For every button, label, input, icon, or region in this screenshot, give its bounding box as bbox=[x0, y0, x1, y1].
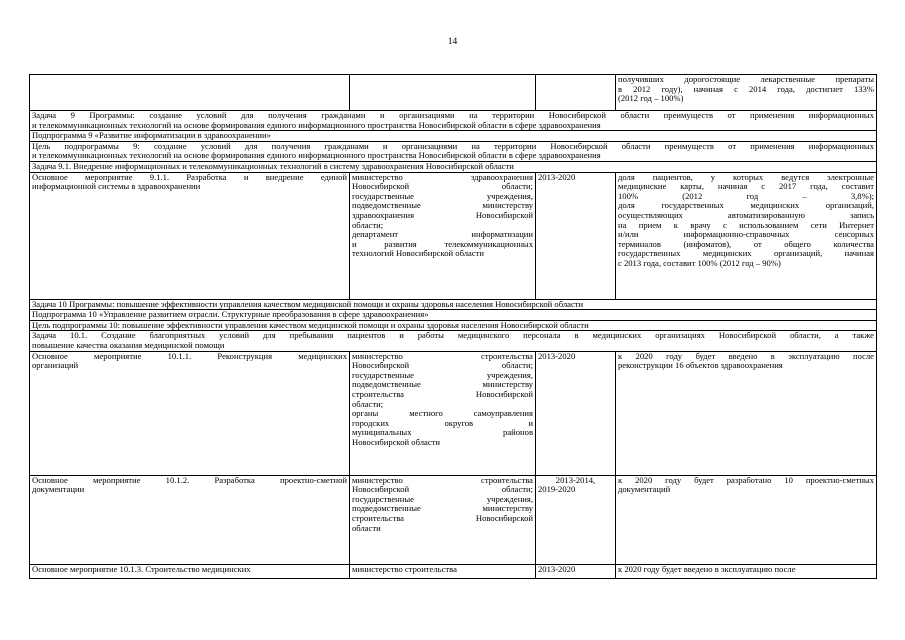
text-line: Основное мероприятие 9.1.1. Разработка и внедрение единой bbox=[32, 172, 347, 182]
text-line: к 2020 году будет разработано 10 проектно-сметных bbox=[618, 475, 874, 485]
activity-cell bbox=[30, 172, 350, 299]
text-line: Цель подпрограммы 10: повышение эффективности управления качеством медицинской помощи и охраны здоровья населения Новосибирской области bbox=[32, 320, 589, 330]
text-line: и/или информационно-справочных сенсорных bbox=[618, 229, 874, 240]
period-cell bbox=[536, 475, 616, 564]
section-heading-cell bbox=[30, 141, 877, 161]
text-line: Задача 9 Программы: создание условий для получения гражданами и организациями на территории Новосибирской области преимуществ от применения информационных bbox=[32, 110, 874, 120]
result-cell bbox=[616, 475, 877, 564]
text-line: на прием к врачу с использованием сети Интернет bbox=[618, 219, 874, 230]
text-line: здравоохранения Новосибирской bbox=[352, 209, 533, 220]
text-line: области; bbox=[352, 398, 384, 409]
text-line: (2012 год – 100%) bbox=[618, 93, 684, 104]
result-cell bbox=[616, 564, 877, 578]
text-line: Основное мероприятие 10.1.3. Строительство медицинских bbox=[32, 564, 251, 574]
text-line: информационной системы в здравоохранении bbox=[32, 181, 201, 192]
period-cell bbox=[536, 351, 616, 475]
table-row bbox=[30, 172, 877, 299]
activity-cell bbox=[30, 564, 350, 578]
executor-cell bbox=[350, 564, 536, 578]
text-line: министерство строительства bbox=[352, 351, 533, 361]
text-line: организаций bbox=[32, 360, 79, 371]
text-line: подведомственные министерству bbox=[352, 503, 533, 514]
page-number: 14 bbox=[447, 37, 458, 47]
executor-cell bbox=[350, 172, 536, 299]
text-line: доля пациентов, у которых ведутся электронные bbox=[618, 172, 874, 182]
text-line: Основное мероприятие 10.1.2. Разработка проектно-сметной bbox=[32, 475, 347, 485]
text-line: государственных медицинских организаций, начиная bbox=[618, 248, 874, 259]
table-row bbox=[30, 475, 877, 564]
text-line: доля государственных медицинских организаций, bbox=[618, 200, 874, 211]
text-line: в 2012 году), начиная с 2014 года, достигнет 133% bbox=[618, 83, 874, 94]
text-line: министерство строительства bbox=[352, 564, 457, 574]
text-line: строительства Новосибирской bbox=[352, 512, 533, 523]
table-row bbox=[30, 75, 877, 111]
text-line: получивших дорогостоящие лекарственные препараты bbox=[618, 74, 874, 84]
text-line: повышение качества оказания медицинской помощи bbox=[32, 339, 225, 350]
text-line: Основное мероприятие 10.1.1. Реконструкция медицинских bbox=[32, 351, 347, 361]
text-line: области; bbox=[352, 219, 384, 230]
table-row bbox=[30, 310, 877, 321]
program-table-body bbox=[30, 75, 877, 579]
text-line: терминалов (инфоматов), от общего количества bbox=[618, 238, 874, 249]
table-row bbox=[30, 564, 877, 578]
text-line: реконструкции 16 объектов здравоохранения bbox=[618, 360, 783, 371]
text-line: и развития телекоммуникационных bbox=[352, 238, 533, 249]
text-line: департамент информатизации bbox=[352, 229, 533, 240]
result-cell bbox=[616, 172, 877, 299]
text-line: Новосибирской области; bbox=[352, 484, 533, 495]
text-line: подведомственные министерству bbox=[352, 200, 533, 211]
text-line: к 2020 году будет введено в эксплуатацию после bbox=[618, 564, 796, 574]
text-line: и телекоммуникационных технологий на основе формирования единого информационного пространства Новосибирской области в сфере здравоохранения bbox=[32, 150, 601, 161]
text-line: Новосибирской области bbox=[352, 436, 441, 447]
section-heading-cell bbox=[30, 161, 877, 172]
text-line: 2013-2020 bbox=[538, 564, 576, 574]
text-line: к 2020 году будет введено в эксплуатацию после bbox=[618, 351, 874, 361]
section-heading-cell bbox=[30, 331, 877, 351]
text-line: Подпрограмма 10 «Управление развитием отрасли. Структурные преобразования в сфере здравоохранения» bbox=[32, 309, 429, 320]
text-line: и телекоммуникационных технологий на основе формирования единого информационного пространства Новосибирской области в сфере здравоохранения bbox=[32, 119, 601, 130]
executor-cell bbox=[350, 351, 536, 475]
section-heading-cell bbox=[30, 310, 877, 321]
text-line: строительства Новосибирской bbox=[352, 388, 533, 399]
text-line: осуществляющих автоматизированную запись bbox=[618, 209, 874, 220]
program-table bbox=[29, 74, 877, 579]
text-line: министерство здравоохранения bbox=[352, 172, 533, 182]
text-line: государственные учреждения, bbox=[352, 369, 533, 380]
activity-cell bbox=[30, 75, 350, 111]
text-line: государственные учреждения, bbox=[352, 493, 533, 504]
table-row bbox=[30, 331, 877, 351]
executor-cell bbox=[350, 75, 536, 111]
text-line: 2013-2020 bbox=[538, 172, 576, 182]
table-row bbox=[30, 111, 877, 131]
period-cell bbox=[536, 172, 616, 299]
table-row bbox=[30, 320, 877, 331]
activity-cell bbox=[30, 351, 350, 475]
text-line: Задача 9.1. Внедрение информационных и телекоммуникационных технологий в систему здравоохранения Новосибирской области bbox=[32, 161, 514, 171]
table-row bbox=[30, 299, 877, 310]
text-line: Новосибирской области; bbox=[352, 360, 533, 371]
text-line: городских округов и bbox=[352, 417, 533, 428]
section-heading-cell bbox=[30, 131, 877, 142]
text-line: Задача 10.1. Создание благоприятных условий для пребывания пациентов и работы медицинского персонала в медицинских организациях Новосибирской области, а также bbox=[32, 330, 874, 341]
text-line: муниципальных районов bbox=[352, 427, 533, 438]
text-line: Новосибирской области; bbox=[352, 181, 533, 192]
text-line: 100% (2012 год – 3,8%); bbox=[618, 190, 874, 201]
section-heading-cell bbox=[30, 320, 877, 331]
period-cell bbox=[536, 75, 616, 111]
result-cell bbox=[616, 75, 877, 111]
text-line: документаций bbox=[618, 484, 671, 495]
period-cell bbox=[536, 564, 616, 578]
text-line: медицинские карты, начиная с 2017 года, составит bbox=[618, 181, 874, 192]
text-line: 2019-2020 bbox=[538, 484, 576, 495]
text-line: министерство строительства bbox=[352, 475, 533, 485]
text-line: органы местного самоуправления bbox=[352, 408, 533, 419]
activity-cell bbox=[30, 475, 350, 564]
text-line: подведомственные министерству bbox=[352, 379, 533, 390]
executor-cell bbox=[350, 475, 536, 564]
table-row bbox=[30, 161, 877, 172]
table-row bbox=[30, 141, 877, 161]
table-row bbox=[30, 351, 877, 475]
text-line: технологий Новосибирской области bbox=[352, 248, 485, 259]
text-line: Цель подпрограммы 9: создание условий для получения гражданами и организациями на территории Новосибирской области преимуществ от применения информационных bbox=[32, 141, 874, 151]
text-line: документации bbox=[32, 484, 85, 495]
section-heading-cell bbox=[30, 111, 877, 131]
text-line: Задача 10 Программы: повышение эффективности управления качеством медицинской помощи и охраны здоровья населения Новосибирской области bbox=[32, 299, 584, 309]
section-heading-cell bbox=[30, 299, 877, 310]
text-line: государственные учреждения, bbox=[352, 190, 533, 201]
text-line: 2013-2014, bbox=[555, 475, 596, 485]
text-line: 2013-2020 bbox=[538, 351, 576, 361]
table-row bbox=[30, 131, 877, 142]
text-line: с 2013 года, составит 100% (2012 год – 90%) bbox=[618, 257, 781, 268]
result-cell bbox=[616, 351, 877, 475]
text-line: Подпрограмма 9 «Развитие информатизации в здравоохранении» bbox=[32, 130, 271, 141]
text-line: области bbox=[352, 522, 381, 533]
